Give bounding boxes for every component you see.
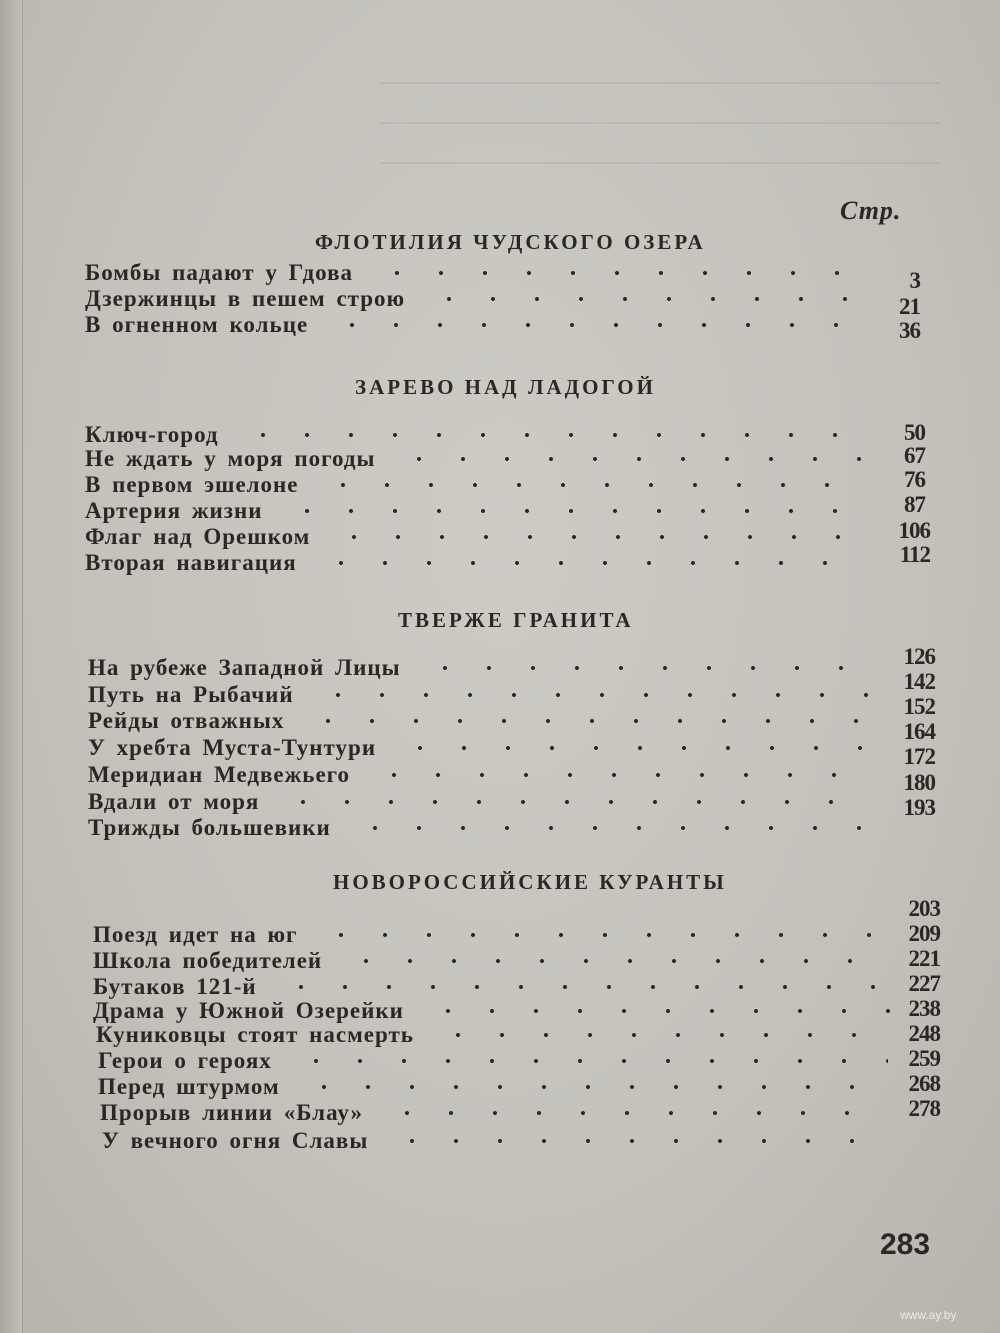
entry-title: Драма у Южной Озерейки xyxy=(93,998,404,1023)
leader-dots xyxy=(294,1084,888,1090)
entry-page: 209 xyxy=(908,921,940,946)
toc-entry xyxy=(93,998,898,1024)
entry-title: Поезд идет на юг xyxy=(93,922,298,947)
entry-title: Вторая навигация xyxy=(85,550,297,575)
section-title: НОВОРОССИЙСКИЕ КУРАНТЫ xyxy=(333,870,727,894)
toc-entry xyxy=(88,735,878,761)
toc-entry xyxy=(88,762,878,788)
toc-entry xyxy=(98,1048,896,1074)
leader-dots xyxy=(419,296,867,302)
entry-title: В огненном кольце xyxy=(85,312,309,337)
leader-dots xyxy=(273,799,870,805)
leader-dots xyxy=(418,1008,890,1014)
toc-entry xyxy=(85,260,875,286)
entry-title: Бутаков 121-й xyxy=(93,974,257,999)
leader-dots xyxy=(311,932,890,938)
section-title: ФЛОТИЛИЯ ЧУДСКОГО ОЗЕРА xyxy=(315,230,706,254)
entry-page: 3 xyxy=(909,268,920,293)
leader-dots xyxy=(428,1032,888,1038)
page-gutter xyxy=(0,0,23,1333)
entry-title: Путь на Рыбачий xyxy=(88,682,294,707)
toc-entry xyxy=(85,422,875,448)
toc-entry xyxy=(88,682,878,708)
entry-page: 203 xyxy=(908,896,940,921)
page-column-label: Стр. xyxy=(840,196,902,225)
entry-page: 278 xyxy=(908,1096,940,1121)
leader-dots xyxy=(390,745,870,751)
toc-entry xyxy=(88,655,878,681)
leader-dots xyxy=(311,560,867,566)
show-through-text xyxy=(380,60,940,180)
section-title: ЗАРЕВО НАД ЛАДОГОЙ xyxy=(355,375,656,399)
entry-page: 87 xyxy=(904,492,925,517)
toc-entry xyxy=(88,708,878,734)
entry-title: Дзержинцы в пешем строю xyxy=(85,286,406,311)
entry-title: У вечного огня Славы xyxy=(102,1128,369,1153)
toc-entry xyxy=(88,815,878,841)
toc-entry xyxy=(85,524,875,550)
leader-dots xyxy=(277,508,867,514)
entry-page: 164 xyxy=(903,719,935,744)
entry-page: 126 xyxy=(903,644,935,669)
entry-title: Куниковцы стоят насмерть xyxy=(96,1022,414,1047)
entry-title: Артерия жизни xyxy=(85,498,263,523)
toc-entry xyxy=(85,286,875,312)
leader-dots xyxy=(308,692,870,698)
section-title: ТВЕРЖЕ ГРАНИТА xyxy=(398,608,634,632)
entry-page: 67 xyxy=(904,443,925,468)
entry-page: 259 xyxy=(908,1046,940,1071)
toc-entry xyxy=(93,974,898,1000)
toc-entry xyxy=(85,446,875,472)
toc-entry xyxy=(96,1022,896,1048)
leader-dots xyxy=(322,322,867,328)
entry-title: Меридиан Медвежьего xyxy=(88,762,351,787)
entry-title: Прорыв линии «Блау» xyxy=(100,1100,363,1125)
leader-dots xyxy=(324,534,867,540)
leader-dots xyxy=(382,1138,888,1144)
entry-page: 268 xyxy=(908,1071,940,1096)
toc-entry xyxy=(93,922,898,948)
entry-title: Герои о героях xyxy=(98,1048,272,1073)
leader-dots xyxy=(313,482,867,488)
leader-dots xyxy=(367,270,867,276)
entry-title: Перед штурмом xyxy=(98,1074,280,1099)
entry-title: Не ждать у моря погоды xyxy=(85,446,376,471)
entry-title: Вдали от моря xyxy=(88,789,260,814)
toc-entry xyxy=(85,498,875,524)
leader-dots xyxy=(389,456,867,462)
entry-page: 152 xyxy=(903,694,935,719)
entry-page: 106 xyxy=(898,518,930,543)
toc-entry xyxy=(100,1100,896,1126)
entry-title: Ключ-город xyxy=(85,422,219,447)
leader-dots xyxy=(233,432,867,438)
entry-title: У хребта Муста-Тунтури xyxy=(88,735,377,760)
entry-page: 193 xyxy=(903,795,935,820)
entry-page: 221 xyxy=(908,946,940,971)
entry-title: На рубеже Западной Лицы xyxy=(88,655,401,680)
leader-dots xyxy=(286,1058,888,1064)
entry-page: 21 xyxy=(899,294,920,319)
entry-title: Трижды большевики xyxy=(88,815,331,840)
page-number: 283 xyxy=(880,1228,931,1261)
leader-dots xyxy=(377,1110,888,1116)
entry-page: 142 xyxy=(903,669,935,694)
entry-page: 180 xyxy=(903,770,935,795)
toc-entry xyxy=(102,1128,896,1154)
toc-entry xyxy=(88,789,878,815)
entry-page: 112 xyxy=(899,542,930,567)
entry-page: 36 xyxy=(899,318,920,343)
leader-dots xyxy=(345,825,870,831)
toc-entry xyxy=(85,312,875,338)
toc-entry xyxy=(93,948,898,974)
toc-entry xyxy=(98,1074,896,1100)
toc-entry xyxy=(85,472,875,498)
entry-page: 248 xyxy=(908,1021,940,1046)
leader-dots xyxy=(271,984,890,990)
leader-dots xyxy=(364,772,870,778)
entry-page: 76 xyxy=(904,467,925,492)
entry-title: Бомбы падают у Гдова xyxy=(85,260,353,285)
toc-entry xyxy=(85,550,875,576)
entry-page: 238 xyxy=(908,996,940,1021)
entry-title: В первом эшелоне xyxy=(85,472,299,497)
entry-title: Флаг над Орешком xyxy=(85,524,311,549)
leader-dots xyxy=(415,665,870,671)
watermark: www.ay.by xyxy=(900,1308,957,1322)
entry-page: 50 xyxy=(904,420,925,445)
leader-dots xyxy=(298,718,870,724)
entry-page: 172 xyxy=(903,744,935,769)
entry-page: 227 xyxy=(908,971,940,996)
leader-dots xyxy=(336,958,890,964)
entry-title: Рейды отважных xyxy=(88,708,285,733)
entry-title: Школа победителей xyxy=(93,948,323,973)
